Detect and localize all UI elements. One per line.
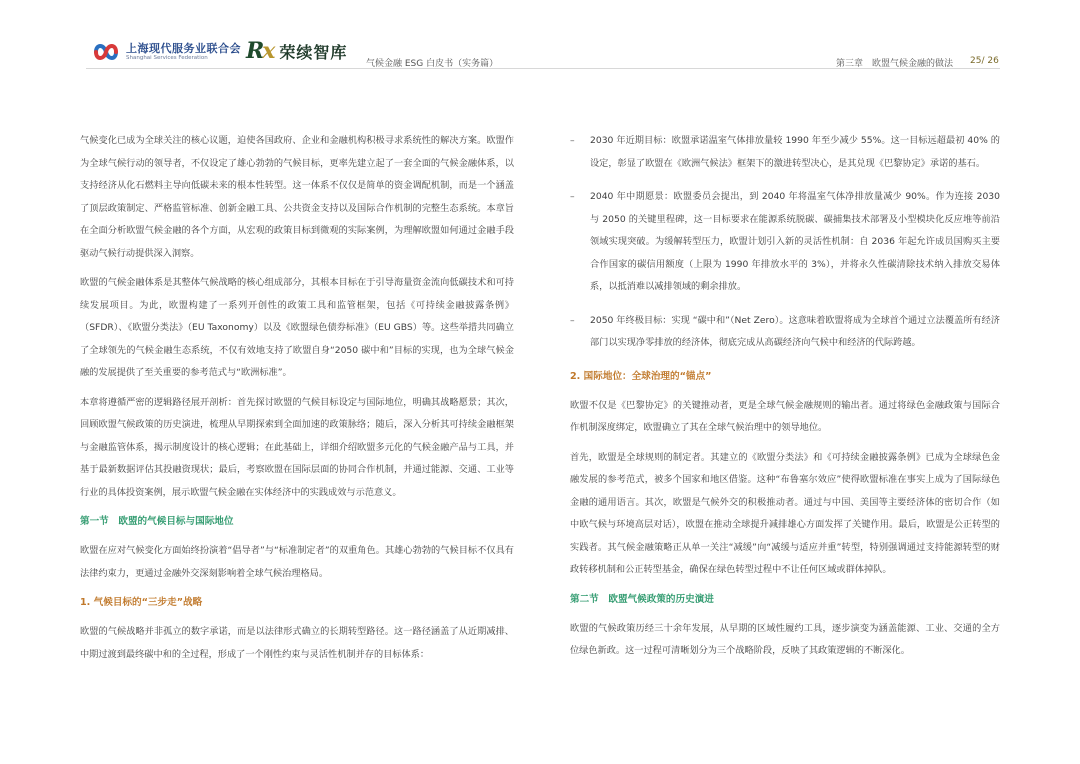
goal-2050: 2050 年终极目标：实现 “碳中和”（Net Zero）。这意味着欧盟将成为全球首个通过立法覆盖所有经济部门以实现净零排放的经济体，彻底完成从高碳经济向气候中和经济的代际跨越。 xyxy=(590,314,1000,348)
document-title: 气候金融 ESG 白皮书（实务篇） xyxy=(366,59,499,69)
header-divider xyxy=(86,68,1000,69)
intro-paragraph-3: 本章将遵循严密的逻辑路径展开剖析：首先探讨欧盟的气候目标设定与国际地位，明确其战略愿景；其次，回顾欧盟气候政策的历史演进，梳理从早期探索到全面加速的政策脉络；随后，深入分析其可持续金融框架与金融监管体系，揭示制度设计的核心逻辑；在此基础上，详细介绍欧盟多元化的气候金融产品与工具，并基于最新数据评估其投融资现状；最后，考察欧盟在国际层面的协同合作机制，并通过能源、交通、工业等行业的具体投资案例，展示欧盟气候金融在实体经济中的实践成效与示范意义。 xyxy=(80,396,514,498)
goal-2030: 2030 年近期目标：欧盟承诺温室气体排放量较 1990 年至少减少 55%。这一目标远超最初 40% 的设定，彰显了欧盟在《欧洲气候法》框架下的激进转型决心，是其兑现《巴黎协定》承诺的基石。 xyxy=(590,135,1000,169)
subsection-1-title: 1. 气候目标的“三步走”战略 xyxy=(80,597,203,608)
federation-emblem-icon xyxy=(92,40,120,64)
list-item xyxy=(570,186,1000,299)
international-paragraph-1: 欧盟不仅是《巴黎协定》的关键推动者，更是全球气候金融规则的输出者。通过将绿色金融政策与国际合作机制深度绑定，欧盟确立了其在全球气候治理中的领导地位。 xyxy=(570,399,1000,433)
subsection-1-paragraph: 欧盟的气候战略并非孤立的数字承诺，而是以法律形式确立的长期转型路径。这一路径涵盖了从近期减排、中期过渡到最终碳中和的全过程，形成了一个刚性约束与灵活性机制并存的目标体系： xyxy=(80,626,514,660)
section-1-title: 第一节 欧盟的气候目标与国际地位 xyxy=(80,516,234,527)
section-1-paragraph: 欧盟在应对气候变化方面始终扮演着“倡导者”与“标准制定者”的双重角色。其雄心勃勃的气候目标不仅具有法律约束力，更通过金融外交深刻影响着全球气候治理格局。 xyxy=(80,545,514,579)
subsection-2-title: 2. 国际地位：全球治理的“锚点” xyxy=(570,370,712,382)
rx-mark: Rx xyxy=(246,38,274,64)
intro-paragraph-1: 气候变化已成为全球关注的核心议题，迫使各国政府、企业和金融机构积极寻求系统性的解决方案。欧盟作为全球气候行动的领导者，不仅设定了雄心勃勃的气候目标，更率先建立起了一套全面的气候金融体系，以支持经济从化石燃料主导向低碳未来的根本性转型。这一体系不仅仅是简单的资金调配机制，而是一个涵盖了顶层政策制定、严格监管标准、创新金融工具、公共资金支持以及国际合作机制的完整生态系统。本章旨在全面分析欧盟气候金融的各个方面，从宏观的政策目标到微观的实际案例，为理解欧盟如何通过金融手段驱动气候行动提供深入洞察。 xyxy=(80,135,514,259)
goals-list xyxy=(570,130,1000,355)
list-item xyxy=(570,310,1000,355)
brand-name: 荣续智库 xyxy=(279,42,348,62)
right-column xyxy=(570,130,1000,670)
history-paragraph: 欧盟的气候政策历经三十余年发展，从早期的区域性履约工具，逐步演变为涵盖能源、工业、交通的全方位绿色新政。这一过程可清晰划分为三个战略阶段，反映了其政策逻辑的不断深化。 xyxy=(570,622,1000,656)
page-header xyxy=(0,0,1080,80)
chapter-title: 第三章 欧盟气候金融的做法 xyxy=(836,59,954,69)
page-number: 25/ 26 xyxy=(970,56,999,66)
goal-2040: 2040 年中期愿景：欧盟委员会提出，到 2040 年将温室气体净排放量减少 90%。作为连接 2030 与 2050 的关键里程碑，这一目标要求在能源系统脱碳、碳捕集技术部署及小型模块化反应堆等前沿领域实现突破。为缓解转型压力，欧盟计划引入新的灵活性机制：自 2036 年起允许成员国购买主要合作国家的碳信用额度（上限为 1990 年排放水平的 3%），并将永久性碳清除技术纳入排放交易体系，以抵消难以减排领域的剩余排放。 xyxy=(590,191,1000,292)
federation-name-cn: 上海现代服务业联合会 xyxy=(126,41,241,55)
dash-bullet: – xyxy=(570,135,575,146)
list-item xyxy=(570,130,1000,175)
rongxu-think-tank-logo xyxy=(246,38,347,64)
intro-paragraph-2: 欧盟的气候金融体系是其整体气候战略的核心组成部分，其根本目标在于引导海量资金流向低碳技术和可持续发展项目。为此，欧盟构建了一系列开创性的政策工具和监管框架，包括《可持续金融披露条例》（SFDR）、《欧盟分类法》（EU Taxonomy）以及《欧盟绿色债券标准》（EU GBS）等。这些举措共同确立了全球领先的气候金融生态系统，不仅有效地支持了欧盟自身“2050 碳中和”目标的实现，也为全球气候金融的发展提供了至关重要的参考范式与“欧洲标准”。 xyxy=(80,277,514,378)
federation-name-en: Shanghai Services Federation xyxy=(126,54,208,61)
international-paragraph-2: 首先，欧盟是全球规则的制定者。其建立的《欧盟分类法》和《可持续金融披露条例》已成为全球绿色金融发展的参考范式，被多个国家和地区借鉴。这种“布鲁塞尔效应”使得欧盟标准在事实上成为了国际绿色金融的通用语言。其次，欧盟是气候外交的积极推动者。通过与中国、美国等主要经济体的密切合作（如中欧气候与环境高层对话），欧盟在推动全球提升减排雄心方面发挥了关键作用。最后，欧盟是公正转型的实践者。其气候金融策略正从单一关注“减缓”向“减缓与适应并重”转型，特别强调通过支持能源转型的财政转移机制和公正转型基金，确保在绿色转型过程中不让任何区域或群体掉队。 xyxy=(570,451,1000,575)
section-2-title: 第二节 欧盟气候政策的历史演进 xyxy=(570,593,714,605)
left-column xyxy=(80,130,514,673)
dash-bullet: – xyxy=(570,314,575,326)
shanghai-services-federation-logo xyxy=(92,40,241,64)
dash-bullet: – xyxy=(570,191,575,202)
